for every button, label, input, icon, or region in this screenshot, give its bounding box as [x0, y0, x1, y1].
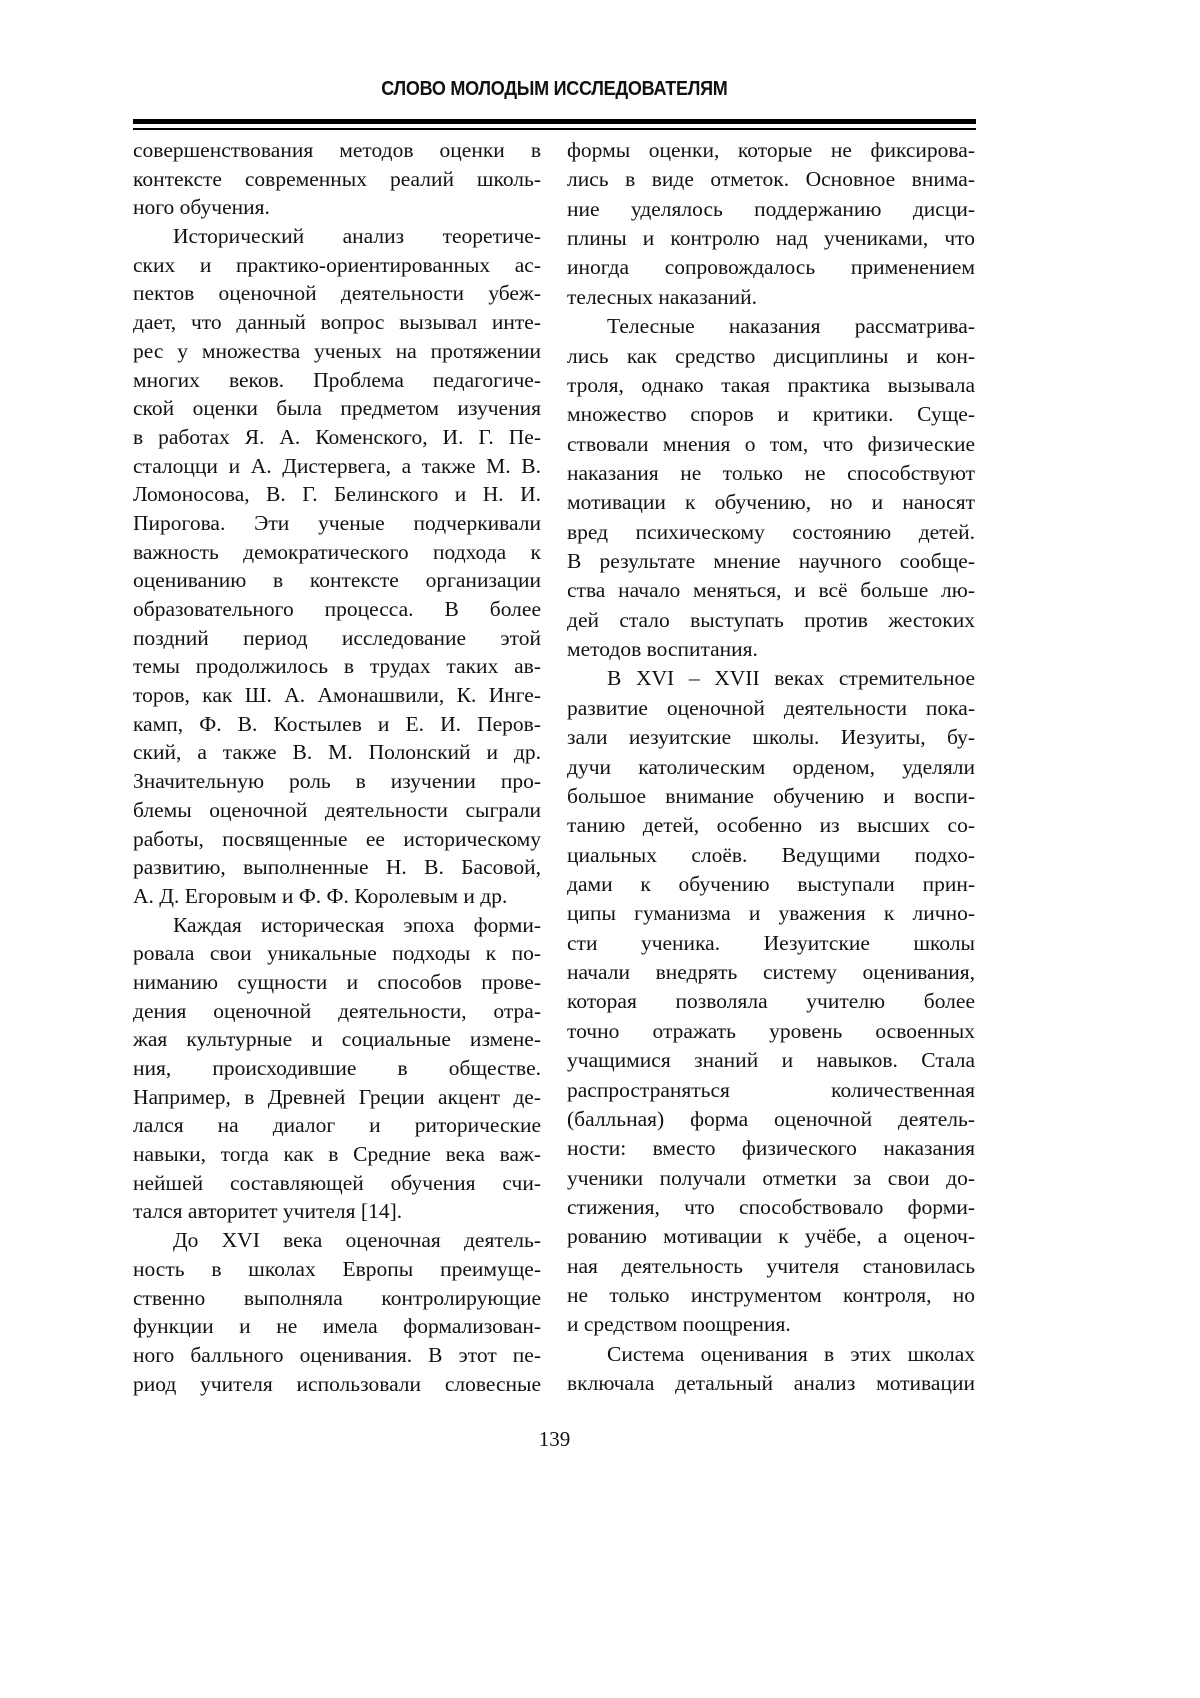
text-line: формы оценки, которые не фиксирова-: [567, 138, 975, 162]
text-line: А. Д. Егоровым и Ф. Ф. Королевым и др.: [133, 883, 508, 908]
text-line: нейшей составляющей обучения счи-: [133, 1170, 541, 1195]
text-line: пектов оценочной деятельности убеж-: [133, 281, 541, 306]
text-line: ученики получали отметки за свои до-: [567, 1165, 975, 1190]
text-line: ности: вместо физического наказания: [567, 1136, 975, 1161]
text-line: оцениванию в контексте организации: [133, 568, 541, 593]
text-line: множество споров и критики. Суще-: [567, 402, 975, 427]
text-line: телесных наказаний.: [567, 284, 758, 309]
text-line: навыки, тогда как в Средние века важ-: [133, 1142, 541, 1167]
text-line: дами к обучению выступали прин-: [567, 871, 975, 896]
text-line: ного балльного оценивания. В этот пе-: [133, 1342, 541, 1367]
text-line: танию детей, особенно из высших со-: [567, 813, 975, 838]
text-line: Ломоносова, В. Г. Белинского и Н. И.: [133, 482, 541, 507]
text-line: большое внимание обучению и воспи-: [567, 783, 975, 808]
text-line: ность в школах Европы преимуще-: [133, 1256, 541, 1281]
text-line: ственно выполняла контролирующие: [133, 1285, 541, 1310]
text-line: которая позволяла учителю более: [567, 989, 975, 1014]
text-line: ципы гуманизма и уважения к лично-: [567, 901, 975, 926]
text-line: Значительную роль в изучении про-: [133, 769, 541, 794]
text-line: лись как средство дисциплины и кон-: [567, 343, 975, 368]
running-header: [133, 78, 976, 101]
text-line: ский, а также В. М. Полонский и др.: [133, 740, 541, 765]
text-line: поздний период исследование этой: [133, 625, 541, 650]
text-line: камп, Ф. В. Костылев и Е. И. Перов-: [133, 711, 541, 736]
text-line: ства начало меняться, и всё больше лю-: [567, 578, 975, 603]
text-line: наказания не только не способствуют: [567, 460, 975, 485]
text-line: В XVI – XVII веках стремительное: [607, 666, 975, 691]
text-line: образовательного процесса. В более: [133, 597, 541, 621]
paragraph: [567, 664, 975, 1339]
text-line: развитие оценочной деятельности пока-: [567, 695, 975, 720]
paragraph: [567, 1340, 975, 1399]
text-line: Например, в Древней Греции акцент де-: [133, 1084, 541, 1109]
text-line: мотивации к обучению, но и наносят: [567, 490, 975, 515]
text-line: точно отражать уровень освоенных: [567, 1018, 975, 1043]
text-line: включала детальный анализ мотивации: [567, 1371, 975, 1396]
text-line: в работах Я. А. Коменского, И. Г. Пе-: [133, 424, 541, 449]
text-line: жая культурные и социальные измене-: [133, 1027, 541, 1052]
paragraph: [133, 222, 541, 911]
text-line: лался на диалог и риторические: [133, 1113, 541, 1138]
text-line: плины и контролю над учениками, что: [567, 226, 975, 251]
page-number: 139: [538, 1427, 571, 1451]
header-rule-thin: [133, 128, 976, 130]
text-line: темы продолжилось в трудах таких ав-: [133, 654, 541, 679]
text-line: риод учителя использовали словесные: [133, 1371, 541, 1396]
text-line: дучи католическим орденом, уделяли: [567, 754, 975, 779]
text-line: сталоцци и А. Дистервега, а также М. В.: [133, 453, 541, 478]
text-line: методов воспитания.: [567, 637, 758, 662]
text-line: Исторический анализ теоретиче-: [173, 224, 541, 249]
text-line: Телесные наказания рассматрива-: [607, 314, 975, 339]
paragraph: [567, 312, 975, 664]
text-line: стижения, что способствовало форми-: [567, 1194, 975, 1219]
text-line: функции и не имела формализован-: [133, 1314, 541, 1339]
text-line: вред психическому состоянию детей.: [567, 519, 975, 544]
text-line: торов, как Ш. А. Амонашвили, К. Инге-: [133, 683, 541, 708]
text-line: Система оценивания в этих школах: [607, 1341, 975, 1366]
text-line: троля, однако такая практика вызывала: [567, 372, 975, 397]
text-line: иногда сопровождалось применением: [567, 255, 975, 280]
text-line: тался авторитет учителя [14].: [133, 1199, 403, 1224]
text-line: и средством поощрения.: [567, 1312, 791, 1337]
text-line: дей стало выступать против жестоких: [567, 607, 975, 632]
text-line: сти ученика. Иезуитские школы: [567, 930, 975, 955]
left-column: [133, 136, 541, 1398]
paragraph: [133, 911, 541, 1227]
text-line: ниманию сущности и способов прове-: [133, 969, 541, 994]
text-line: ствовали мнения о том, что физические: [567, 431, 975, 456]
text-line: работы, посвященные ее историческому: [133, 826, 541, 851]
text-line: контексте современных реалий школь-: [133, 166, 541, 191]
text-line: важность демократического подхода к: [133, 539, 541, 564]
section-title: СЛОВО МОЛОДЫМ ИССЛЕДОВАТЕЛЯМ: [381, 78, 728, 100]
text-line: Пирогова. Эти ученые подчеркивали: [133, 510, 541, 535]
text-line: ских и практико-ориентированных ас-: [133, 252, 541, 277]
text-line: дает, что данный вопрос вызывал инте-: [133, 310, 541, 335]
text-line: ния, происходившие в обществе.: [133, 1056, 541, 1080]
header-rule-thick: [133, 119, 976, 124]
text-line: рес у множества ученых на протяжении: [133, 338, 541, 363]
text-line: циальных слоёв. Ведущими подхо-: [567, 842, 975, 867]
text-line: До XVI века оценочная деятель-: [173, 1228, 541, 1253]
text-line: ровала свои уникальные подходы к по-: [133, 941, 541, 966]
text-line: ской оценки была предметом изучения: [133, 396, 541, 421]
right-column: [567, 136, 975, 1398]
text-line: начали внедрять систему оценивания,: [567, 960, 975, 985]
paragraph: [133, 136, 541, 222]
text-line: зали иезуитские школы. Иезуиты, бу-: [567, 725, 975, 750]
text-line: ние уделялось поддержанию дисци-: [567, 196, 975, 221]
text-line: рованию мотивации к учёбе, а оценоч-: [567, 1224, 975, 1249]
text-line: не только инструментом контроля, но: [567, 1283, 975, 1308]
text-line: Каждая историческая эпоха форми-: [173, 912, 541, 937]
text-line: (балльная) форма оценочной деятель-: [567, 1106, 975, 1131]
text-line: распространяться количественная: [567, 1077, 975, 1102]
paragraph: [567, 136, 975, 312]
text-line: учащимися знаний и навыков. Стала: [567, 1048, 975, 1073]
text-line: многих веков. Проблема педагогиче-: [133, 367, 541, 392]
text-line: лись в виде отметок. Основное внима-: [567, 167, 975, 192]
text-line: В результате мнение научного сообще-: [567, 549, 975, 574]
paragraph: [133, 1226, 541, 1398]
text-line: ного обучения.: [133, 195, 270, 220]
text-line: дения оценочной деятельности, отра-: [133, 998, 541, 1023]
text-line: развитию, выполненные Н. В. Басовой,: [133, 855, 541, 880]
text-line: блемы оценочной деятельности сыграли: [133, 797, 541, 822]
text-line: ная деятельность учителя становилась: [567, 1253, 975, 1278]
text-line: совершенствования методов оценки в: [133, 138, 541, 162]
